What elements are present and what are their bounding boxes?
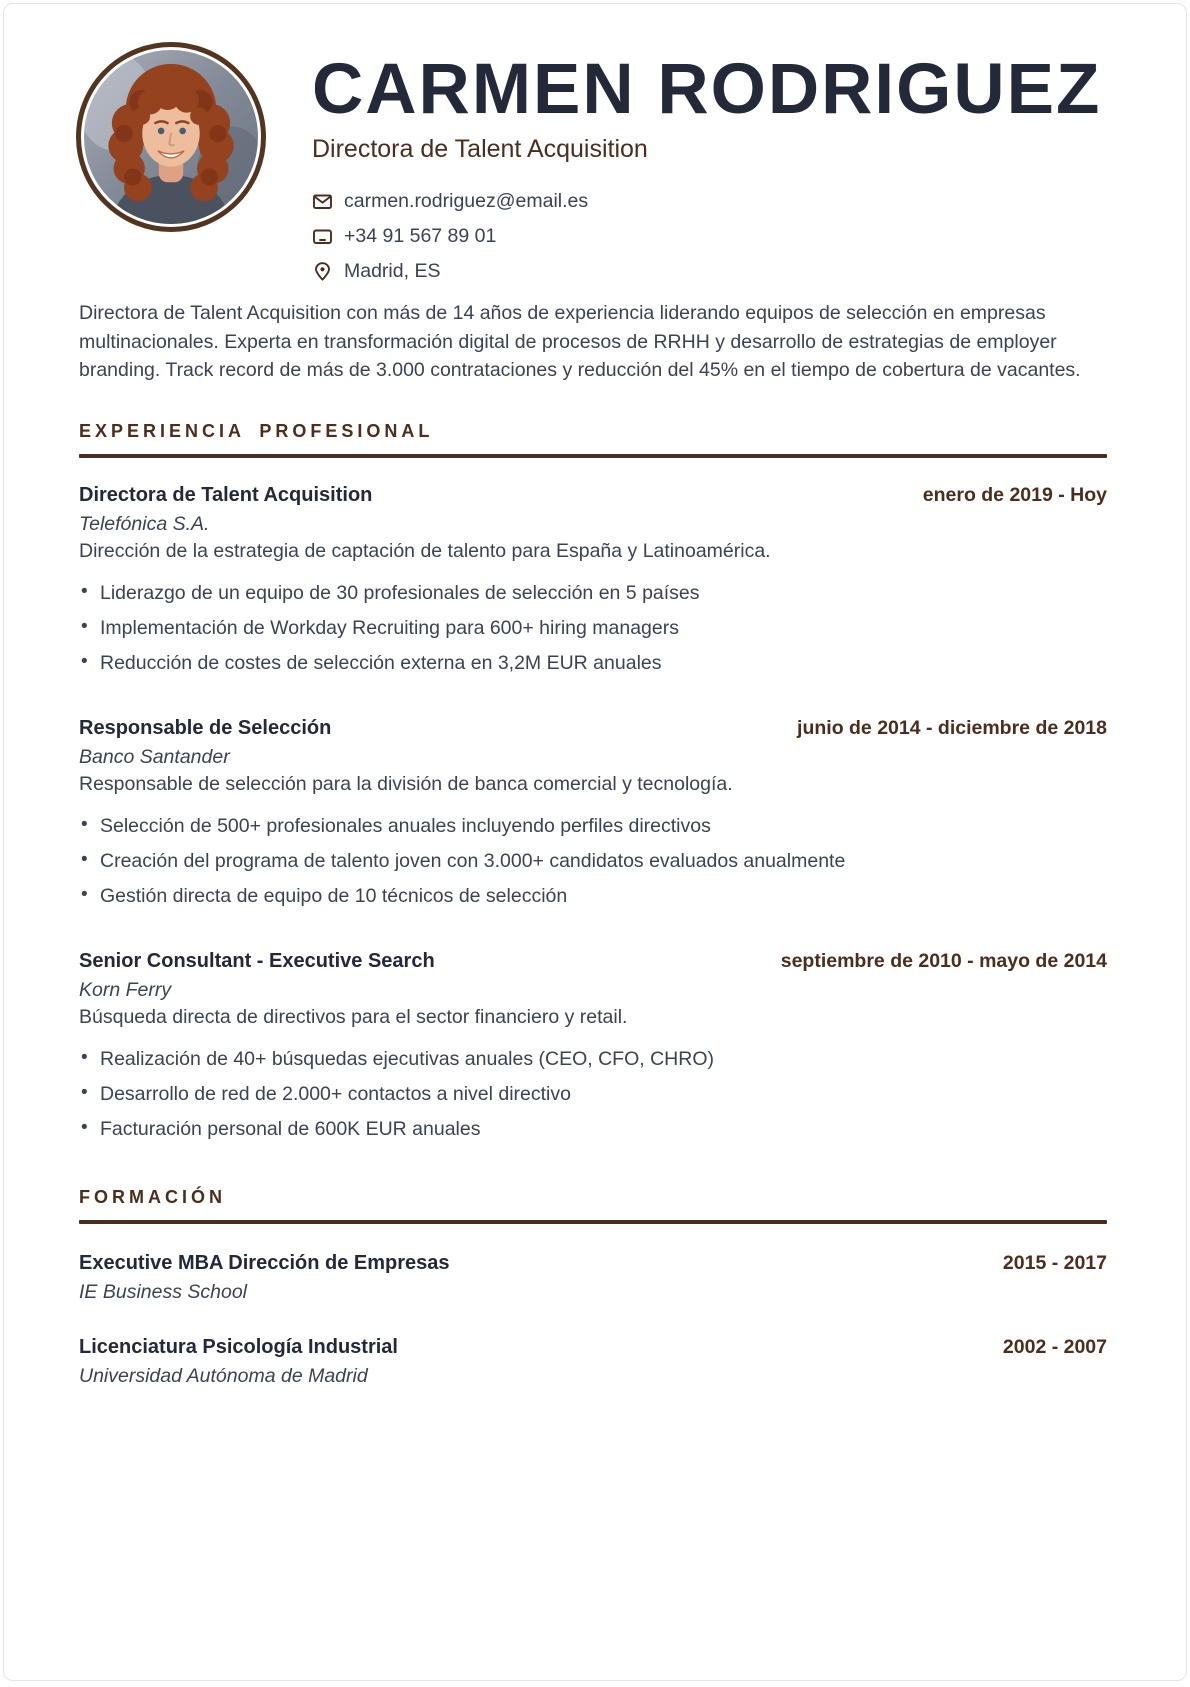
job-description: Responsable de selección para la división de banca comercial y tecnología. (79, 772, 733, 795)
profile-summary: Directora de Talent Acquisition con más de 14 años de experiencia liderando equipos de selección en empresas multinacionales. Experta en transformación digital de procesos de RRHH y desarrollo de estrategias de employer branding. Track record de más de 3.000 contrataciones y reducción del 45% en el tiempo de cobertura de vacantes. (79, 302, 1081, 382)
section-experience (79, 421, 1107, 1143)
achievement-item: • Liderazgo de un equipo de 30 profesionales de selección en 5 países (79, 580, 1107, 606)
job-description: Búsqueda directa de directivos para el sector financiero y retail. (79, 1005, 628, 1028)
job-dates: junio de 2014 - diciembre de 2018 (797, 716, 1107, 739)
achievement-item: • Facturación personal de 600K EUR anuales (79, 1116, 1107, 1142)
resume-body (4, 421, 1186, 1388)
degree-dates: 2002 - 2007 (1002, 1335, 1107, 1358)
profile-photo-illustration (84, 50, 258, 224)
job-achievements (79, 580, 1107, 677)
section-divider (79, 1220, 1107, 1224)
section-divider (79, 454, 1107, 458)
degree-title: Licenciatura Psicología Industrial (79, 1335, 398, 1358)
section-education (79, 1187, 1107, 1388)
profile-photo (76, 42, 266, 232)
header (76, 42, 1186, 283)
email-icon (312, 191, 333, 212)
resume-page (3, 3, 1187, 1681)
achievement-item: • Reducción de costes de selección externa en 3,2M EUR anuales (79, 650, 1107, 676)
job-description: Dirección de la estrategia de captación de talento para España y Latinoamérica. (79, 539, 771, 562)
job-company: Banco Santander (79, 745, 230, 768)
education-entry (79, 1252, 1107, 1304)
achievement-item: • Desarrollo de red de 2.000+ contactos a nivel directivo (79, 1081, 1107, 1107)
contact-email (312, 190, 1101, 213)
job-company: Korn Ferry (79, 978, 172, 1001)
degree-title: Executive MBA Dirección de Empresas (79, 1251, 450, 1274)
location-pin-icon (312, 261, 333, 282)
contact-info (312, 190, 1101, 283)
experience-entry (79, 950, 1107, 1143)
contact-location (312, 260, 1101, 283)
school-name: Universidad Autónoma de Madrid (79, 1364, 368, 1387)
school-name: IE Business School (79, 1280, 248, 1303)
header-main (312, 42, 1101, 283)
experience-section-heading: EXPERIENCIA PROFESIONAL (79, 420, 434, 441)
achievement-item: • Implementación de Workday Recruiting para 600+ hiring managers (79, 615, 1107, 641)
degree-dates: 2015 - 2017 (1002, 1251, 1107, 1274)
contact-phone (312, 225, 1101, 248)
phone-icon (312, 226, 333, 247)
achievement-item: • Creación del programa de talento joven con 3.000+ candidatos evaluados anualmente (79, 848, 1107, 874)
job-achievements (79, 813, 1107, 910)
education-entry (79, 1336, 1107, 1388)
job-title: Responsable de Selección (79, 716, 332, 739)
person-job-title: Directora de Talent Acquisition (312, 135, 648, 164)
achievement-item: • Realización de 40+ búsquedas ejecutivas anuales (CEO, CFO, CHRO) (79, 1046, 1107, 1072)
job-title: Senior Consultant - Executive Search (79, 949, 435, 972)
education-section-heading: FORMACIÓN (79, 1186, 226, 1207)
job-title: Directora de Talent Acquisition (79, 483, 373, 506)
person-name: CARMEN RODRIGUEZ (312, 50, 1102, 129)
email-text: carmen.rodriguez@email.es (344, 190, 589, 213)
job-dates: enero de 2019 - Hoy (922, 483, 1107, 506)
experience-entry (79, 484, 1107, 677)
location-text: Madrid, ES (344, 260, 441, 283)
experience-entry (79, 717, 1107, 910)
phone-text: +34 91 567 89 01 (344, 225, 497, 248)
achievement-item: • Gestión directa de equipo de 10 técnicos de selección (79, 883, 1107, 909)
job-company: Telefónica S.A. (79, 512, 210, 535)
job-achievements (79, 1046, 1107, 1143)
achievement-item: • Selección de 500+ profesionales anuales incluyendo perfiles directivos (79, 813, 1107, 839)
job-dates: septiembre de 2010 - mayo de 2014 (780, 949, 1107, 972)
